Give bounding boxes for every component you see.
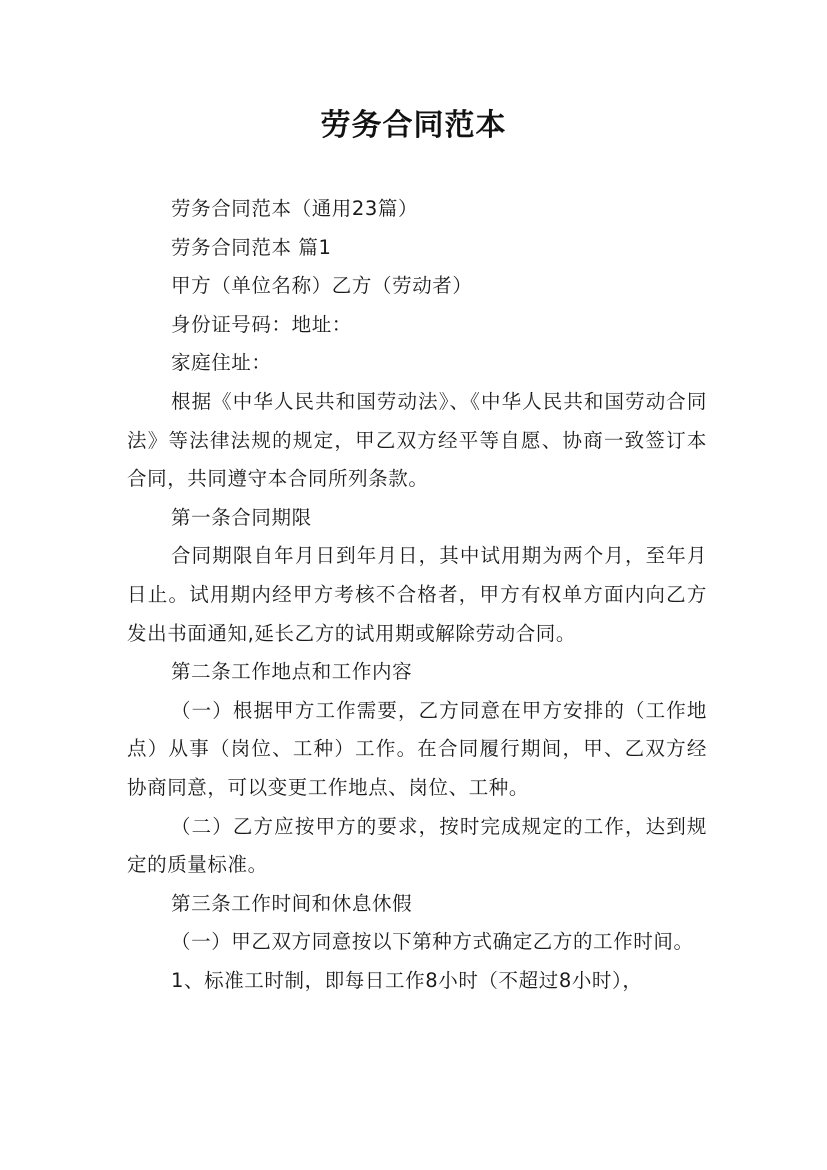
paragraph-article-2-heading: 第二条工作地点和工作内容 [171,660,413,684]
paragraph-article-3-heading: 第三条工作时间和休息休假 [171,891,413,915]
paragraph-article-2-item-1: （一）根据甲方工作需要，乙方同意在甲方安排的（工作地点）从事（岗位、工种）工作。在合同履行期间，甲、乙双方经协商同意，可以变更工作地点、岗位、工种。 [127,698,707,799]
paragraph-legal-basis: 根据《中华人民共和国劳动法》、《中华人民共和国劳动合同法》等法律法规的规定，甲乙双方经平等自愿、协商一致签订本合同，共同遵守本合同所列条款。 [127,389,707,491]
paragraph-article-3-item-1: （一）甲乙双方同意按以下第种方式确定乙方的工作时间。 [171,930,694,954]
paragraph-article-3-clause-1: 1、标准工时制，即每日工作8小时（不超过8小时）， [171,968,643,992]
paragraph-article-1-heading: 第一条合同期限 [171,505,312,529]
paragraph-home-address: 家庭住址： [171,351,272,375]
document-title: 劳务合同范本 [320,108,507,143]
paragraph-parties: 甲方（单位名称）乙方（劳动者） [171,274,473,298]
document-body [127,190,707,1000]
paragraph-article-1-body: 合同期限自年月日到年月日，其中试用期为两个月，至年月日止。试用期内经甲方考核不合格者，甲方有权单方面内向乙方发出书面通知,延长乙方的试用期或解除劳动合同。 [127,544,707,645]
paragraph-section-heading: 劳务合同范本 篇1 [171,235,332,259]
paragraph-subtitle: 劳务合同范本（通用23篇） [171,197,419,220]
paragraph-id-address: 身份证号码：地址： [171,312,352,336]
paragraph-article-2-item-2: （二）乙方应按甲方的要求，按时完成规定的工作，达到规定的质量标准。 [127,814,707,877]
